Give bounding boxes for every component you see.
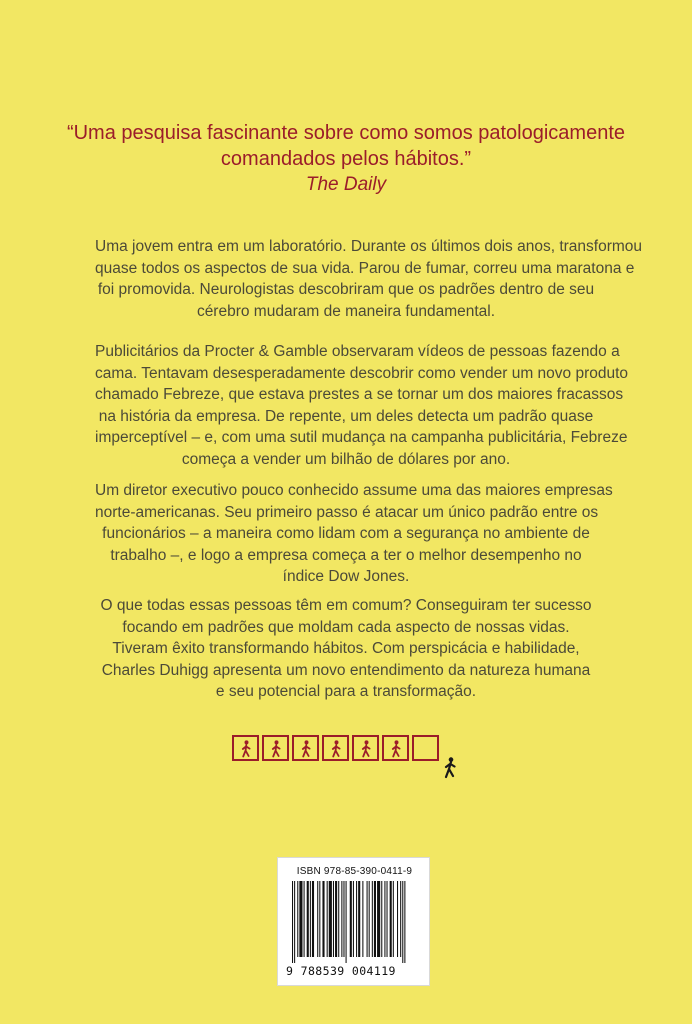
barcode-bar (292, 881, 293, 963)
barcode-bar (402, 881, 403, 963)
barcode-bar (310, 881, 311, 957)
barcode-bar (381, 881, 382, 957)
barcode-bar (390, 881, 392, 957)
paragraph-line: funcionários – a maneira como lidam com a segurança no ambiente de (102, 525, 590, 542)
paragraph-2 (95, 341, 629, 470)
paragraph-line: trabalho –, e logo a empresa começa a ter o melhor desempenho no (110, 546, 582, 564)
barcode-bar (397, 881, 398, 957)
barcode-bar (387, 881, 388, 957)
walking-figure-icon (269, 740, 283, 758)
paragraph-line: índice Dow Jones. (282, 568, 410, 585)
barcode-bar (329, 881, 332, 957)
barcode-bar (369, 881, 370, 957)
barcode-bar (362, 881, 363, 957)
paragraph-3 (95, 480, 613, 588)
paragraph-line: Uma jovem entra em um laboratório. Durante os últimos dois anos, transformou (95, 238, 643, 255)
barcode-bar (356, 881, 357, 957)
paragraph-line: Publicitários da Procter & Gamble observaram vídeos de pessoas fazendo a (95, 343, 620, 360)
habit-boxes-logo (232, 735, 439, 767)
walking-figure-box (382, 735, 409, 761)
paragraph-line: norte-americanas. Seu primeiro passo é atacar um único padrão entre os (95, 503, 599, 521)
walking-figure-box (352, 735, 379, 761)
paragraph-line: imperceptível – e, com uma sutil mudança na campanha publicitária, Febreze (95, 429, 628, 446)
paragraph-line: quase todos os aspectos de sua vida. Parou de fumar, correu uma maratona e (95, 259, 635, 277)
barcode-bar (319, 881, 320, 957)
isbn-label: ISBN 978-85-390-0411-9 (296, 866, 413, 877)
barcode-bar (294, 881, 295, 963)
barcode-bars (290, 881, 420, 963)
barcode-bar (312, 881, 314, 957)
barcode-bar (384, 881, 385, 957)
paragraph-line: Um diretor executivo pouco conhecido assume uma das maiores empresas (95, 482, 613, 499)
paragraph-line: focando em padrões que moldam cada aspecto de nossas vidas. (122, 618, 570, 636)
paragraph-line: Charles Duhigg apresenta um novo entendimento da natureza humana (101, 661, 591, 679)
barcode-bar (346, 881, 347, 963)
walking-figure-icon (239, 740, 253, 758)
walking-figure-icon (329, 740, 343, 758)
barcode-bar (367, 881, 368, 957)
walking-figure-icon (299, 740, 313, 758)
barcode-bar (358, 881, 360, 957)
walking-figure-icon (359, 740, 373, 758)
barcode-bar (353, 881, 354, 957)
quote-source: The Daily (305, 174, 387, 195)
paragraph-line: e seu potencial para a transformação. (215, 683, 477, 700)
quote-line-2: comandados pelos hábitos.” (220, 148, 472, 170)
barcode-bar (374, 881, 376, 957)
paragraph-line: Tiveram êxito transformando hábitos. Com perspicácia e habilidade, (112, 640, 580, 657)
isbn-barcode (277, 857, 430, 986)
paragraph-line: cama. Tentavam desesperadamente descobrir como vender um novo produto (95, 364, 629, 382)
paragraph-line: na história da empresa. De repente, um deles detecta um padrão quase (98, 407, 594, 425)
quote-line-1: “Uma pesquisa fascinante sobre como somos patologicamente (66, 122, 626, 144)
barcode-bar (341, 881, 342, 957)
walking-figure-box (292, 735, 319, 761)
barcode-bar (333, 881, 334, 957)
barcode-bar (327, 881, 328, 957)
paragraph-line: foi promovida. Neurologistas descobriram que os padrões dentro de seu (97, 281, 595, 298)
paragraph-line: cérebro mudaram de maneira fundamental. (196, 302, 496, 320)
barcode-bar (372, 881, 373, 957)
barcode-bar (350, 881, 352, 957)
paragraph-1 (95, 236, 643, 322)
barcode-bar (307, 881, 309, 957)
walking-figure-box (262, 735, 289, 761)
barcode-bar (297, 881, 298, 957)
walking-figure-box (232, 735, 259, 761)
walking-figure-box (322, 735, 349, 761)
barcode-bar (338, 881, 339, 957)
barcode-bar (377, 881, 380, 957)
barcode-bar (335, 881, 337, 957)
empty-box (412, 735, 439, 761)
paragraph-line: O que todas essas pessoas têm em comum? Conseguiram ter sucesso (100, 597, 592, 614)
escaping-walker-icon (443, 757, 457, 779)
barcode-bar (343, 881, 344, 957)
barcode-number: 9 788539 004119 (286, 964, 396, 978)
barcode-bar (404, 881, 405, 963)
endorsement-quote (0, 120, 692, 198)
paragraph-line: chamado Febreze, que estava prestes a se tornar um dos maiores fracassos (95, 386, 624, 403)
paragraph-4 (95, 595, 597, 703)
barcode-bar (400, 881, 401, 957)
paragraph-line: começa a vender um bilhão de dólares por ano. (181, 450, 511, 468)
barcode-bar (304, 881, 305, 957)
barcode-bar (322, 881, 324, 957)
barcode-bar (299, 881, 302, 957)
walking-figure-icon (389, 740, 403, 758)
barcode-bar (317, 881, 318, 957)
barcode-bar (393, 881, 394, 957)
